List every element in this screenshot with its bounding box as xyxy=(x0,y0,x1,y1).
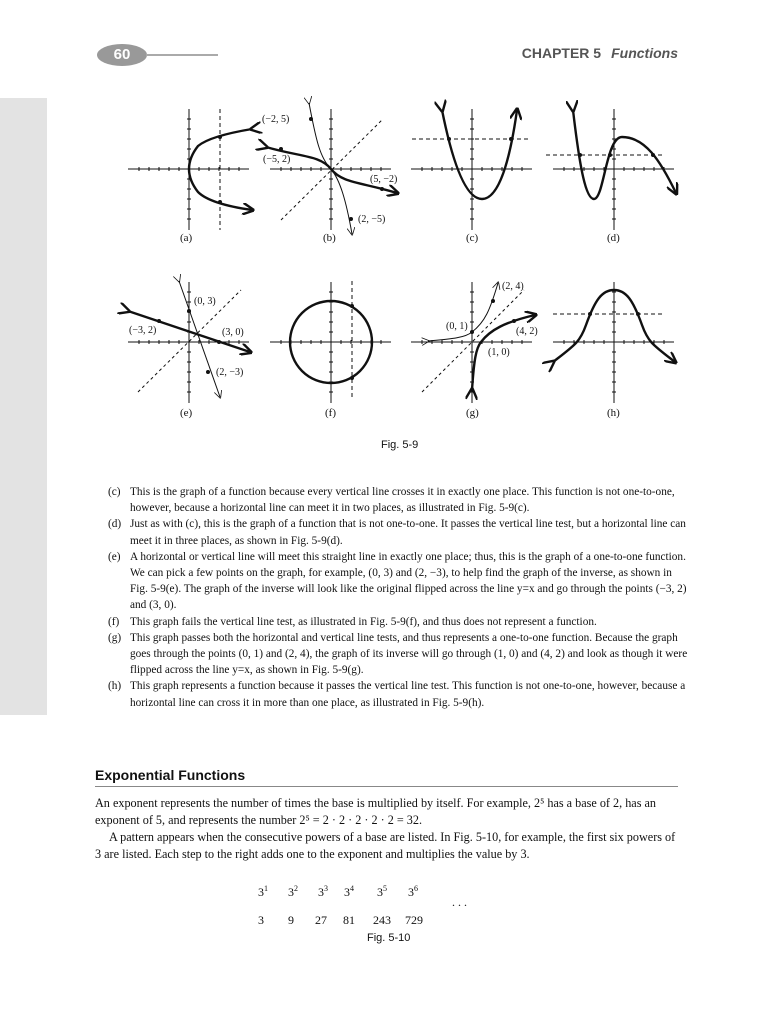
point-label: (2, −3) xyxy=(216,367,244,378)
power-value: 27 xyxy=(315,913,327,927)
point-label: (3, 0) xyxy=(222,327,244,338)
graph-a xyxy=(128,109,252,230)
power-exponent: 3 xyxy=(324,884,328,893)
ellipsis: . . . xyxy=(452,895,467,909)
point-label: (5, −2) xyxy=(370,174,398,185)
point-label: (−2, 5) xyxy=(262,114,290,125)
item-text: This graph represents a function because it passes the vertical line test. This function is not one-to-one, however, because a horizontal line can cross it in more than one place, as illustrated in Fig. 5-9(h). xyxy=(130,680,686,709)
panel-label-e: (e) xyxy=(180,407,193,419)
graph-b xyxy=(262,103,397,234)
panel-label-d: (d) xyxy=(607,232,620,244)
list-item xyxy=(108,630,688,679)
item-label: (f) xyxy=(108,615,120,628)
item-label: (g) xyxy=(108,631,122,644)
power-base: 3 xyxy=(258,885,264,899)
item-text: This is the graph of a function because every vertical line crosses it in exactly one place. This function is not one-to-one, however, because a horizontal line can meet it in two places, as illustrated in Fig. 5-9(c). xyxy=(130,486,675,515)
panel-label-a: (a) xyxy=(180,232,193,244)
plotted-points xyxy=(157,117,655,380)
list-item xyxy=(108,678,688,710)
power-exponent: 4 xyxy=(350,884,354,893)
item-text: A horizontal or vertical line will meet this straight line in exactly one place; thus, this is the graph of a one-to-one function. We can pick a few points on the graph, for example, (0, 3) and (2, −3), to help find the graph of the inverse, as shown in Fig. 5-9(e). The graph of the inverse will look like the original flipped across the line y=x and go through the points (−3, 2) and (3, 0). xyxy=(130,550,687,612)
power-value: 729 xyxy=(405,913,423,927)
point-label: (4, 2) xyxy=(516,326,538,337)
power-base: 3 xyxy=(344,885,350,899)
page-number: 60 xyxy=(97,44,147,66)
power-base: 3 xyxy=(288,885,294,899)
power-base: 3 xyxy=(377,885,383,899)
point-label: (0, 3) xyxy=(194,296,216,307)
point-label: (2, −5) xyxy=(358,214,386,225)
graph-c xyxy=(411,109,532,230)
graph-g xyxy=(411,281,538,403)
answer-list xyxy=(108,484,688,711)
power-base: 3 xyxy=(408,885,414,899)
power-base: 3 xyxy=(318,885,324,899)
section-body xyxy=(95,795,683,863)
point-label: (1, 0) xyxy=(488,347,510,358)
list-item xyxy=(108,614,688,630)
panel-label-h: (h) xyxy=(607,407,620,419)
paragraph: A pattern appears when the consecutive powers of a base are listed. In Fig. 5-10, for example, the first six powers of 3 are listed. Each step to the right adds one to the exponent and multiplies the value by 3. xyxy=(95,830,676,861)
point-label: (−3, 2) xyxy=(129,325,157,336)
power-exponent: 2 xyxy=(294,884,298,893)
list-item xyxy=(108,549,688,614)
list-item xyxy=(108,484,688,516)
item-label: (h) xyxy=(108,680,122,693)
item-label: (d) xyxy=(108,518,122,531)
power-value: 243 xyxy=(373,913,391,927)
figure-caption: Fig. 5-9 xyxy=(381,439,419,451)
list-item xyxy=(108,516,688,548)
point-label: (−5, 2) xyxy=(263,154,291,165)
power-exponent: 5 xyxy=(383,884,387,893)
point-label: (0, 1) xyxy=(446,321,468,332)
item-text: This graph fails the vertical line test, as illustrated in Fig. 5-9(f), and thus does not represent a function. xyxy=(130,615,597,628)
graph-d xyxy=(546,109,676,230)
graph-h xyxy=(553,282,675,403)
paragraph: An exponent represents the number of times the base is multiplied by itself. For example, 2⁵ has a base of 2, has an exponent of 5, and represents the number 2⁵ = 2 · 2 · 2 · 2 · 2 = 32. xyxy=(95,796,657,827)
item-text: Just as with (c), this is the graph of a function that is not one-to-one. It passes the vertical line test, but a horizontal line can meet it in three places, as shown in Fig. 5-9(d). xyxy=(130,518,686,547)
item-label: (c) xyxy=(108,486,121,498)
point-label: (2, 4) xyxy=(502,281,524,292)
panel-label-f: (f) xyxy=(325,407,336,419)
chapter-label: CHAPTER 5 xyxy=(521,45,602,61)
figure-5-9 xyxy=(0,0,771,460)
item-text: This graph passes both the horizontal and vertical line tests, and thus represents a one-to-one function. Because the graph goes through the points (0, 1) and (2, 4), the graph of its inverse will go through (1, 0) and (4, 2) and look as though it were flipped across the line y=x, as shown in Fig. 5-9(g). xyxy=(130,631,688,677)
chapter-title: Functions xyxy=(611,45,678,61)
power-exponent: 6 xyxy=(414,884,418,893)
graph-f xyxy=(270,281,391,403)
section-heading: Exponential Functions xyxy=(95,767,678,787)
power-value: 3 xyxy=(258,913,264,927)
panel-label-g: (g) xyxy=(466,407,479,419)
panel-label-c: (c) xyxy=(466,232,479,244)
power-value: 9 xyxy=(288,913,294,927)
panel-label-b: (b) xyxy=(323,232,336,244)
figure-caption: Fig. 5-10 xyxy=(367,932,411,944)
item-label: (e) xyxy=(108,550,121,563)
power-exponent: 1 xyxy=(264,884,268,893)
graph-e xyxy=(128,281,250,403)
power-value: 81 xyxy=(343,913,355,927)
